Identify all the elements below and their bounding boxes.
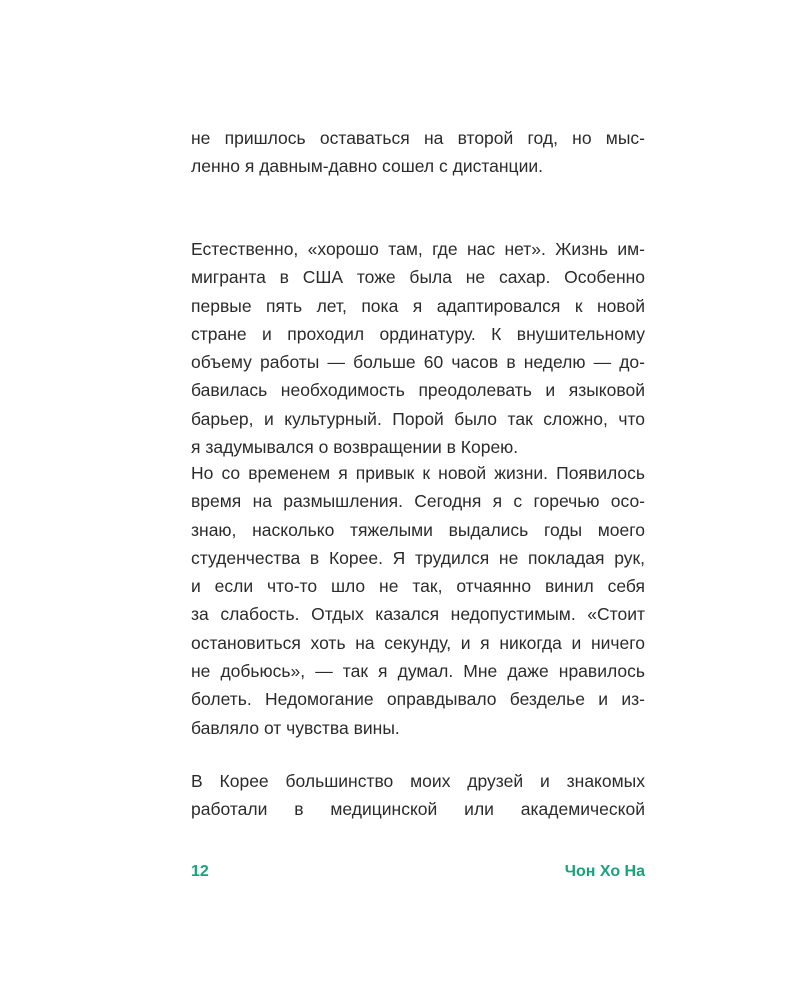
text-line: Естественно, «хорошо там, где нас нет». Жизнь им-: [191, 239, 645, 259]
text-line: барьер, и культурный. Порой было так сложно, что: [191, 408, 645, 429]
paragraph-3: [191, 459, 645, 742]
text-line: за слабость. Отдых казался недопустимым. «Стоит: [191, 604, 645, 625]
text-line: бавляло от чувства вины.: [191, 717, 400, 738]
text-line: первые пять лет, пока я адаптировался к новой: [191, 295, 645, 316]
text-line: студенчества в Корее. Я трудился не покладая рук,: [191, 547, 645, 568]
text-line: и если что-то шло не так, отчаянно винил себя: [191, 576, 645, 597]
running-head-author: Чон Хо На: [564, 863, 645, 880]
text-line: ленно я давным-давно сошел с дистанции.: [191, 156, 543, 177]
text-line: я задумывался о возвращении в Корею.: [191, 437, 519, 458]
text-line: стране и проходил ординатуру. К внушительному: [191, 323, 645, 344]
text-line: не пришлось оставаться на второй год, но мыс-: [191, 128, 645, 148]
text-line: мигранта в США тоже была не сахар. Особенно: [191, 267, 645, 288]
text-line: бавилась необходимость преодолевать и языковой: [191, 380, 645, 401]
text-line: Но со временем я привык к новой жизни. Появилось: [191, 463, 645, 483]
text-line: знаю, насколько тяжелыми выдались годы моего: [191, 519, 645, 540]
text-line: остановиться хоть на секунду, и я никогда и ничего: [191, 632, 645, 653]
paragraph-2: [191, 235, 645, 461]
text-line: не добьюсь», — так я думал. Мне даже нравилось: [191, 661, 645, 682]
text-line: время на размышления. Сегодня я с горечью осо-: [191, 491, 645, 512]
text-line: болеть. Недомогание оправдывало безделье и из-: [191, 689, 645, 710]
page-number: 12: [191, 863, 209, 880]
text-line: объему работы — больше 60 часов в неделю — до-: [191, 352, 645, 373]
text-line: работали в медицинской или академической: [191, 799, 645, 820]
paragraph-4: [191, 767, 645, 824]
paragraph-1: [191, 124, 645, 181]
text-line: В Корее большинство моих друзей и знакомых: [191, 771, 645, 791]
